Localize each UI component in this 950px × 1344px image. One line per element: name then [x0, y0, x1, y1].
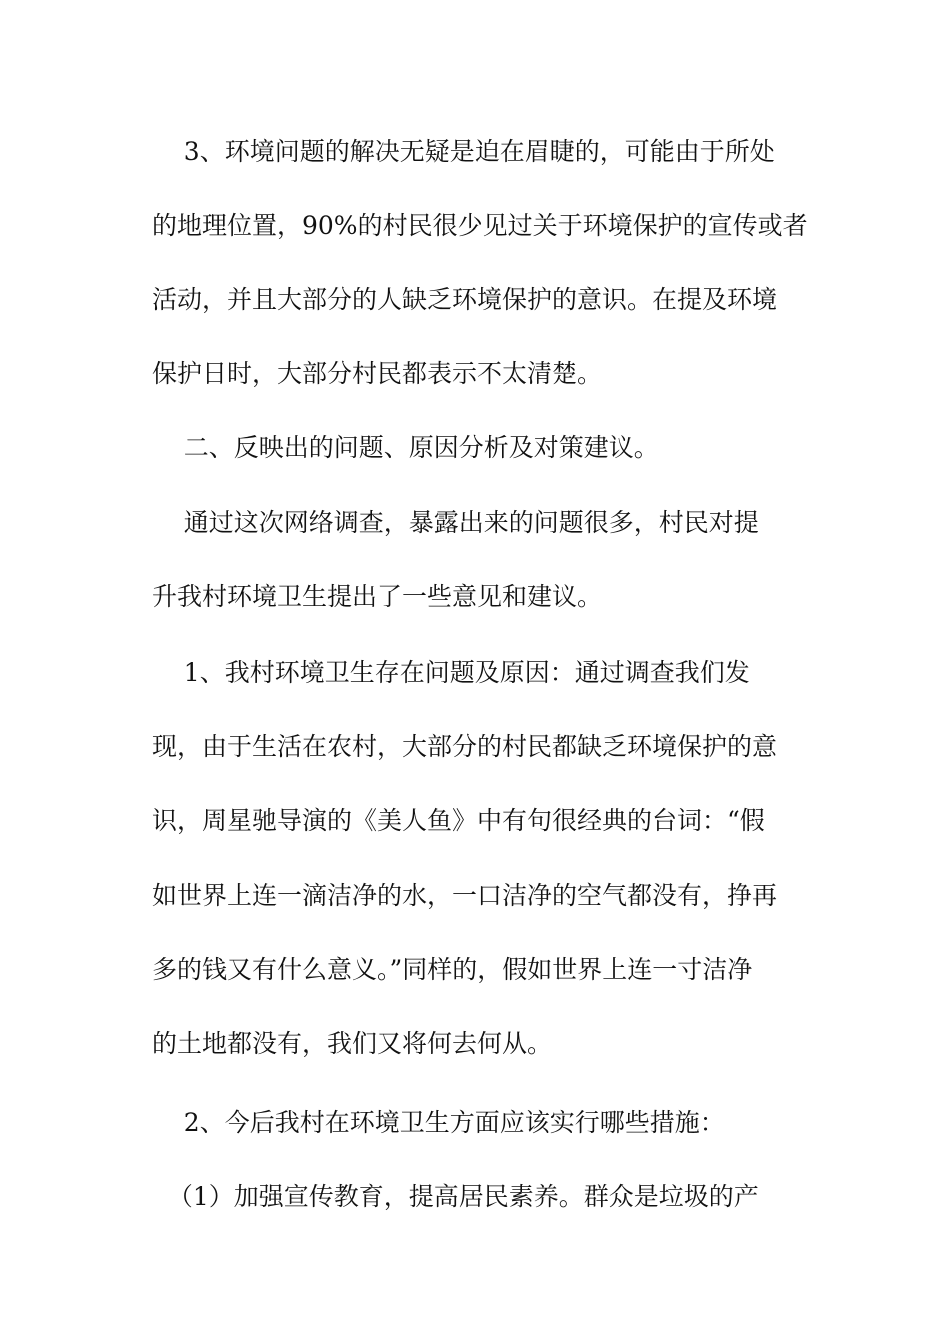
text-line: 活动，并且大部分的人缺乏环境保护的意识。在提及环境 [152, 285, 778, 314]
text-line: 如世界上连一滴洁净的水，一口洁净的空气都没有，挣再 [152, 881, 778, 910]
text-line: 的地理位置，90%的村民很少见过关于环境保护的宣传或者 [152, 211, 808, 240]
text-line: 3、环境问题的解决无疑是迫在眉睫的，可能由于所处 [152, 137, 775, 166]
text-line: 升我村环境卫生提出了一些意见和建议。 [152, 582, 603, 611]
text-line: 保护日时，大部分村民都表示不太清楚。 [152, 359, 603, 388]
text-line: 通过这次网络调查，暴露出来的问题很多，村民对提 [152, 508, 759, 537]
text-line: 多的钱又有什么意义。”同样的，假如世界上连一寸洁净 [152, 955, 753, 984]
text-line: 识，周星驰导演的《美人鱼》中有句很经典的台词：“假 [152, 806, 765, 835]
text-line: （1）加强宣传教育，提高居民素养。群众是垃圾的产 [152, 1182, 759, 1211]
text-line: 的土地都没有，我们又将何去何从。 [152, 1029, 553, 1058]
text-line: 2、今后我村在环境卫生方面应该实行哪些措施： [152, 1108, 725, 1137]
text-line: 1、我村环境卫生存在问题及原因：通过调查我们发 [152, 658, 750, 687]
text-line: 现，由于生活在农村，大部分的村民都缺乏环境保护的意 [152, 732, 778, 761]
section-heading: 二、反映出的问题、原因分析及对策建议。 [152, 433, 659, 462]
